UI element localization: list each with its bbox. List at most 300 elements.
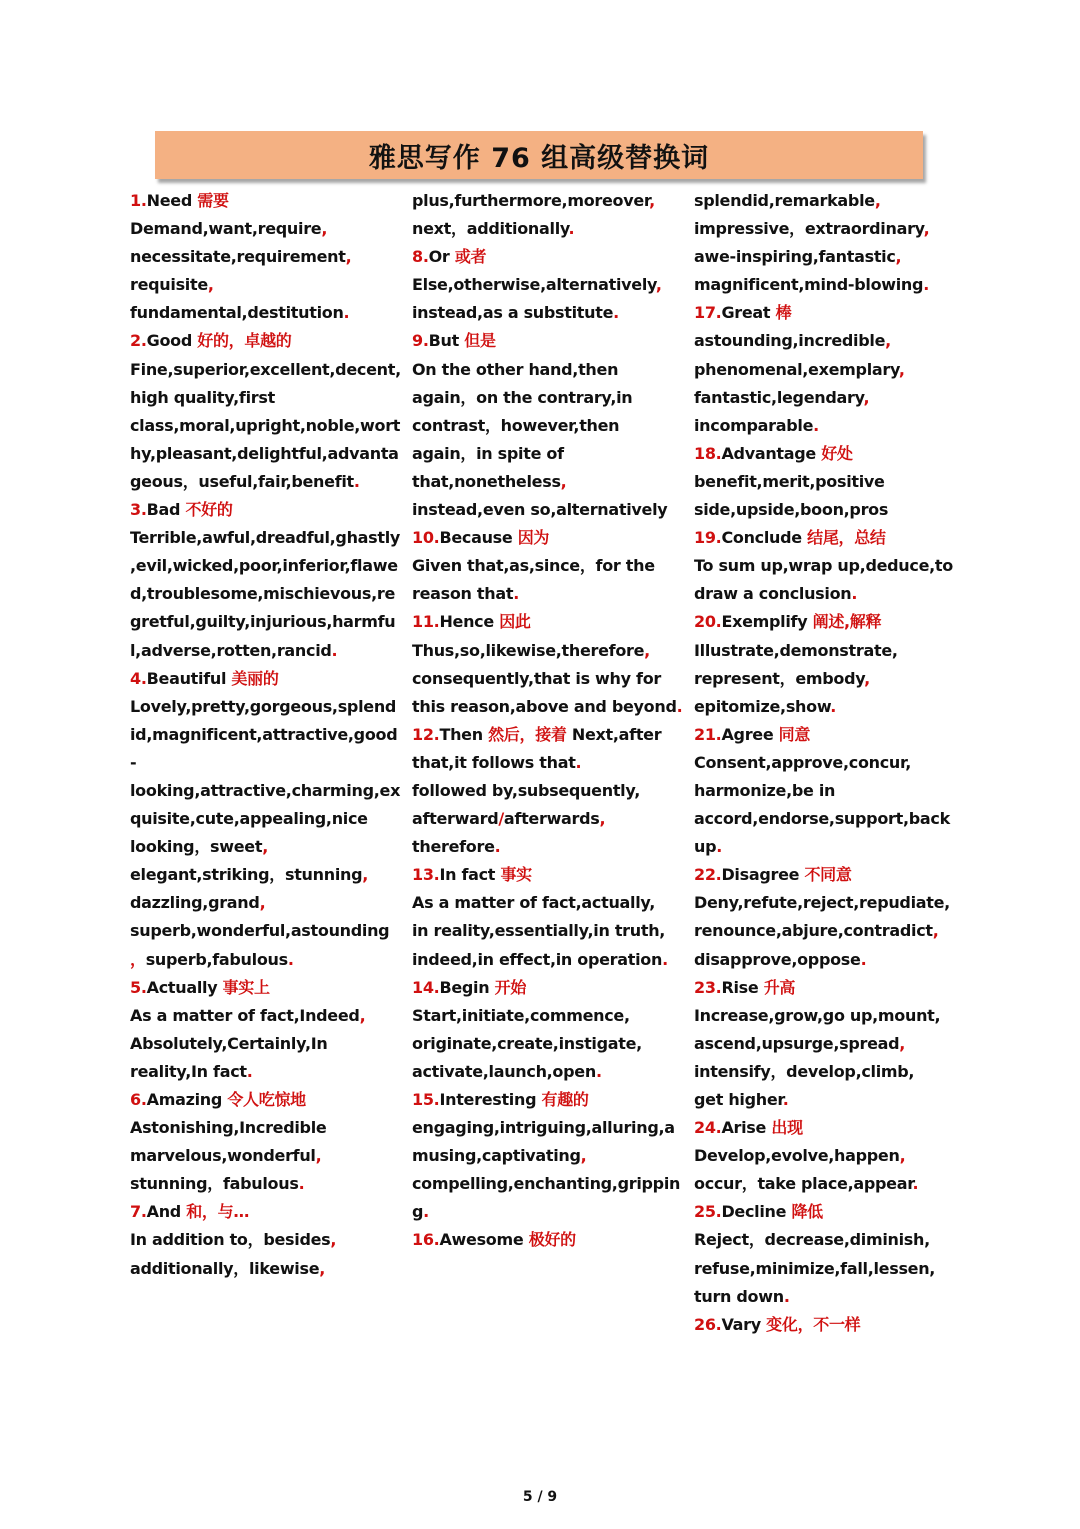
entry-word: Disagree	[721, 865, 800, 885]
synonym-line	[694, 833, 964, 861]
synonym-line	[412, 833, 682, 861]
punctuation: ，	[130, 949, 146, 969]
punctuation: ,	[315, 1146, 322, 1166]
entry-number: 10.	[412, 528, 440, 548]
synonym-text: dazzling,grand	[130, 893, 260, 913]
synonym-text: magnificent,mind-blowing	[694, 275, 924, 295]
entry-number: 1.	[130, 191, 147, 210]
synonym-text: compelling,enchanting,grippin	[412, 1174, 681, 1194]
synonym-line	[130, 637, 400, 665]
punctuation: ,	[895, 247, 902, 267]
synonym-text: phenomenal,exemplary	[694, 359, 899, 379]
entry-number: 4.	[130, 668, 147, 688]
punctuation: .	[912, 1174, 919, 1194]
synonym-text: up	[694, 837, 717, 857]
punctuation: .	[783, 1286, 790, 1306]
entry-translation: 有趣的	[541, 1090, 589, 1109]
entry-translation: 事实	[500, 865, 532, 885]
entry-heading	[694, 721, 964, 749]
synonym-line	[412, 215, 682, 243]
entry-translation: 和，与…	[186, 1202, 250, 1222]
synonym-text: this reason,above and beyond	[412, 696, 677, 716]
entry-word: Decline	[721, 1202, 787, 1222]
synonym-text: reason that	[412, 584, 514, 604]
entry-translation: 因为	[517, 528, 550, 548]
synonym-line	[130, 777, 400, 805]
synonym-text: Deny,refute,reject,repudiate,	[694, 893, 950, 913]
entry-heading	[694, 1198, 964, 1226]
synonym-text: Lovely,pretty,gorgeous,splend	[130, 696, 397, 716]
punctuation: .	[423, 1202, 429, 1222]
synonym-text: consequently,that is why for	[412, 668, 661, 688]
entry-translation: 需要	[197, 191, 229, 210]
synonym-line	[412, 917, 682, 945]
entry-number: 16.	[412, 1230, 440, 1250]
synonym-line	[694, 1283, 964, 1311]
entry-translation: 但是	[464, 331, 496, 351]
entry-number: 13.	[412, 865, 440, 885]
synonym-text: Thus,so,likewise,therefore	[412, 640, 645, 660]
synonym-line	[694, 384, 964, 412]
synonym-line	[412, 1142, 682, 1170]
synonym-text: g	[412, 1202, 424, 1222]
synonym-text: activate,launch,open	[412, 1061, 596, 1081]
synonym-line	[130, 1170, 400, 1198]
synonym-text: again，in spite of	[412, 443, 564, 463]
synonym-text: geous，useful,fair,benefit	[130, 471, 354, 491]
entry-word: Agree	[721, 724, 774, 744]
punctuation: ,	[560, 471, 567, 491]
entry-word: Conclude	[721, 528, 802, 548]
entry-heading	[412, 1226, 682, 1254]
synonym-line	[694, 580, 964, 608]
synonym-line	[412, 1198, 682, 1226]
synonym-text: quisite,cute,appealing,nice	[130, 809, 368, 829]
synonym-text: fundamental,destitution	[130, 303, 344, 323]
synonym-text: Given that,as,since，for the	[412, 556, 655, 576]
entry-heading	[412, 327, 682, 355]
synonym-line	[694, 917, 964, 945]
column-2	[412, 187, 682, 1255]
entry-translation: 同意	[778, 724, 811, 744]
punctuation: ,	[599, 809, 606, 829]
entry-word: Bad	[146, 500, 181, 520]
synonym-text: next，additionally	[412, 219, 569, 239]
column-3	[694, 187, 964, 1339]
punctuation: .	[676, 696, 683, 716]
synonym-text: class,moral,upright,noble,wort	[130, 415, 401, 435]
synonym-line	[412, 552, 682, 580]
punctuation: ,	[863, 387, 870, 407]
synonym-text: As a matter of fact,actually,	[412, 893, 656, 913]
entry-number: 26.	[694, 1314, 722, 1334]
synonym-text: renounce,abjure,contradict	[694, 921, 933, 941]
synonym-text: Increase,grow,go up,mount,	[694, 1005, 941, 1025]
synonym-line	[130, 749, 400, 777]
entry-heading	[694, 861, 964, 889]
synonym-line	[130, 1142, 400, 1170]
synonym-line	[412, 1002, 682, 1030]
synonym-line	[412, 271, 682, 299]
entry-heading	[412, 974, 682, 1002]
synonym-text: astounding,incredible	[694, 331, 886, 351]
synonym-text: fantastic,legendary	[694, 387, 864, 407]
synonym-text: again，on the contrary,in	[412, 387, 633, 407]
entry-word: Advantage	[721, 443, 816, 463]
synonym-line	[130, 833, 400, 861]
punctuation: ,	[262, 837, 268, 857]
synonym-text: indeed,in effect,in operation	[412, 949, 663, 969]
synonym-line	[694, 552, 964, 580]
synonym-text: superb,fabulous	[145, 949, 288, 969]
synonym-line	[694, 496, 964, 524]
synonym-text: contrast，however,then	[412, 415, 620, 435]
entry-word: Then	[439, 724, 483, 744]
punctuation: .	[298, 1174, 305, 1194]
synonym-line	[130, 580, 400, 608]
entry-heading	[694, 1114, 964, 1142]
synonym-text: musing,captivating	[412, 1146, 581, 1166]
synonym-line	[130, 552, 400, 580]
synonym-line	[130, 608, 400, 636]
synonym-text: Illustrate,demonstrate,	[694, 640, 898, 660]
entry-translation: 极好的	[528, 1230, 576, 1250]
punctuation: ,	[580, 1146, 587, 1166]
synonym-line	[412, 637, 682, 665]
synonym-line	[694, 1086, 964, 1114]
entry-translation: 降低	[791, 1202, 823, 1222]
synonym-text: marvelous,wonderful	[130, 1146, 316, 1166]
entry-word: Arise	[721, 1118, 767, 1138]
entry-translation: 美丽的	[231, 668, 279, 688]
synonym-text: d,troublesome,mischievous,re	[130, 584, 396, 604]
synonym-line	[694, 356, 964, 384]
synonym-line	[130, 384, 400, 412]
synonym-text: originate,create,instigate,	[412, 1033, 642, 1053]
punctuation: .	[246, 1061, 253, 1081]
punctuation: .	[813, 415, 819, 435]
synonym-text: Consent,approve,concur,	[694, 752, 912, 772]
synonym-text: disapprove,oppose	[694, 949, 861, 969]
entry-translation: 好处	[821, 443, 853, 463]
synonym-line	[130, 1058, 400, 1086]
synonym-text: stunning，fabulous	[130, 1174, 299, 1194]
synonym-line	[412, 384, 682, 412]
entry-number: 12.	[412, 724, 440, 744]
punctuation: ,	[359, 1005, 366, 1025]
entry-heading	[412, 608, 682, 636]
punctuation: ,	[330, 1230, 337, 1250]
synonym-text: -	[130, 752, 137, 772]
entry-heading	[130, 496, 400, 524]
synonym-line	[694, 468, 964, 496]
synonym-line	[694, 327, 964, 355]
synonym-line	[694, 412, 964, 440]
punctuation: ,	[319, 1258, 326, 1278]
synonym-line	[412, 889, 682, 917]
entry-translation: 升高	[763, 977, 796, 997]
entry-number: 15.	[412, 1090, 440, 1109]
synonym-line	[694, 946, 964, 974]
entry-translation: 或者	[454, 247, 487, 267]
synonym-text: afterwards	[503, 809, 600, 829]
synonym-line	[694, 187, 964, 215]
punctuation: ,	[345, 247, 352, 267]
synonym-line	[694, 749, 964, 777]
synonym-line	[694, 693, 964, 721]
entry-number: 21.	[694, 724, 722, 744]
entry-word: Because	[439, 528, 513, 548]
synonym-text: therefore	[412, 837, 495, 857]
synonym-line	[412, 1170, 682, 1198]
entry-word: But	[428, 331, 459, 351]
synonym-text: Develop,evolve,happen	[694, 1146, 900, 1166]
synonym-line	[130, 721, 400, 749]
entry-heading	[130, 665, 400, 693]
punctuation: ,	[207, 275, 214, 295]
synonym-line	[130, 946, 400, 974]
synonym-text: As a matter of fact,Indeed	[130, 1005, 360, 1025]
synonym-text: additionally，likewise	[130, 1258, 320, 1278]
synonym-line	[694, 665, 964, 693]
synonym-line	[130, 271, 400, 299]
synonym-text: that,it follows that	[412, 752, 576, 772]
punctuation: ,	[644, 640, 650, 660]
punctuation: .	[353, 471, 360, 491]
entry-number: 8.	[412, 247, 429, 267]
synonym-line	[412, 946, 682, 974]
punctuation: ,	[898, 359, 905, 379]
entry-number: 7.	[130, 1202, 147, 1222]
entry-heading	[694, 608, 964, 636]
synonym-line	[694, 1002, 964, 1030]
entry-translation: 结尾，总结	[807, 528, 886, 548]
synonym-text: turn down	[694, 1286, 784, 1306]
entry-heading	[694, 524, 964, 552]
entry-number: 20.	[694, 612, 722, 632]
synonym-line	[694, 1058, 964, 1086]
synonym-text: engaging,intriguing,alluring,a	[412, 1118, 675, 1138]
synonym-line	[130, 1002, 400, 1030]
entry-translation: 好的，卓越的	[197, 331, 292, 351]
synonym-line	[412, 1030, 682, 1058]
entry-heading	[412, 861, 682, 889]
entry-heading	[694, 299, 964, 327]
entry-word: In fact	[439, 865, 496, 885]
synonym-text: splendid,remarkable	[694, 191, 875, 210]
synonym-line	[694, 1226, 964, 1254]
synonym-text: instead,as a substitute	[412, 303, 614, 323]
synonym-text: gretful,guilty,injurious,harmfu	[130, 612, 396, 632]
entry-word: Rise	[721, 977, 759, 997]
synonym-line	[412, 299, 682, 327]
entry-number: 23.	[694, 977, 722, 997]
synonym-line	[694, 1255, 964, 1283]
synonym-line	[694, 1142, 964, 1170]
entry-number: 3.	[130, 500, 147, 520]
entry-heading	[130, 974, 400, 1002]
entry-heading	[412, 243, 682, 271]
synonym-text: afterward	[412, 809, 499, 829]
punctuation: .	[595, 1061, 602, 1081]
entry-word: Amazing	[146, 1090, 223, 1109]
synonym-text: looking,attractive,charming,ex	[130, 780, 401, 800]
punctuation: .	[513, 584, 519, 604]
entry-heading	[130, 187, 400, 215]
title-banner	[155, 131, 923, 179]
entry-translation: 棒	[775, 303, 792, 323]
synonym-line	[412, 412, 682, 440]
punctuation: ,	[655, 275, 662, 295]
entry-number: 6.	[130, 1090, 147, 1109]
entry-translation: 事实上	[222, 977, 270, 997]
entry-word: Vary	[721, 1314, 761, 1334]
page-title: 雅思写作 76 组高级替换词	[368, 142, 710, 174]
synonym-text: ,evil,wicked,poor,inferior,flawe	[130, 556, 398, 576]
synonym-text: Next,after	[571, 724, 662, 744]
synonym-line	[130, 468, 400, 496]
synonym-text: requisite	[130, 275, 208, 295]
synonym-text: accord,endorse,support,back	[694, 809, 950, 829]
synonym-text: Demand,want,require	[130, 219, 322, 239]
synonym-text: l,adverse,rotten,rancid	[130, 640, 332, 660]
synonym-line	[694, 215, 964, 243]
entry-number: 17.	[694, 303, 722, 323]
entry-translation: 因此	[499, 612, 531, 632]
punctuation: .	[343, 303, 350, 323]
entry-translation: 不同意	[804, 865, 852, 885]
entry-heading	[130, 1086, 400, 1114]
synonym-text: Fine,superior,excellent,decent,	[130, 359, 401, 379]
synonym-text: In addition to，besides	[130, 1230, 331, 1250]
synonym-line	[130, 243, 400, 271]
entry-word: Or	[428, 247, 450, 267]
entry-heading	[412, 1086, 682, 1114]
synonym-line	[694, 637, 964, 665]
entry-word: Actually	[146, 977, 218, 997]
synonym-line	[130, 299, 400, 327]
entry-word: Awesome	[439, 1230, 524, 1250]
synonym-line	[412, 805, 682, 833]
synonym-line	[130, 215, 400, 243]
entry-number: 24.	[694, 1118, 722, 1138]
synonym-line	[412, 580, 682, 608]
punctuation: .	[716, 837, 723, 857]
synonym-text: harmonize,be in	[694, 780, 836, 800]
synonym-line	[412, 356, 682, 384]
synonym-text: To sum up,wrap up,deduce,to	[694, 556, 953, 576]
entry-word: Interesting	[439, 1090, 537, 1109]
synonym-text: side,upside,boon,pros	[694, 500, 889, 520]
synonym-text: awe-inspiring,fantastic	[694, 247, 896, 267]
synonym-text: epitomize,show	[694, 696, 831, 716]
punctuation: ,	[259, 893, 266, 913]
punctuation: ,	[649, 191, 655, 210]
synonym-text: refuse,minimize,fall,lessen,	[694, 1258, 936, 1278]
synonym-text: Astonishing,Incredible	[130, 1118, 327, 1138]
synonym-line	[130, 1226, 400, 1254]
entry-number: 5.	[130, 977, 147, 997]
entry-number: 2.	[130, 331, 147, 351]
synonym-text: benefit,merit,positive	[694, 471, 885, 491]
punctuation: .	[568, 219, 575, 239]
entry-number: 18.	[694, 443, 722, 463]
synonym-text: draw a conclusion	[694, 584, 852, 604]
punctuation: .	[287, 949, 294, 969]
page-number: 5 / 9	[522, 1489, 558, 1505]
entry-number: 14.	[412, 977, 440, 997]
synonym-line	[694, 243, 964, 271]
entry-translation: 变化，不一样	[766, 1314, 861, 1334]
punctuation: .	[662, 949, 668, 969]
punctuation: ,	[899, 1146, 906, 1166]
synonym-line	[412, 187, 682, 215]
entry-translation: 然后，接着	[488, 724, 567, 744]
synonym-text: elegant,striking，stunning	[130, 865, 363, 885]
synonym-text: ascend,upsurge,spread	[694, 1033, 900, 1053]
synonym-text: Start,initiate,commence,	[412, 1005, 630, 1025]
synonym-text: followed by,subsequently,	[412, 780, 641, 800]
entry-word: Begin	[439, 977, 490, 997]
synonym-text: that,nonetheless	[412, 471, 561, 491]
punctuation: .	[830, 696, 837, 716]
synonym-text: superb,wonderful,astounding	[130, 921, 390, 941]
synonym-text: looking，sweet	[130, 837, 263, 857]
synonym-line	[130, 1255, 400, 1283]
synonym-line	[694, 805, 964, 833]
entry-word: Hence	[439, 612, 494, 632]
synonym-line	[694, 271, 964, 299]
entry-word: Beautiful	[146, 668, 227, 688]
punctuation: .	[782, 1090, 789, 1109]
synonym-line	[130, 356, 400, 384]
synonym-text: high quality,first	[130, 387, 275, 407]
entry-heading	[412, 524, 682, 552]
synonym-line	[130, 917, 400, 945]
synonym-line	[130, 1114, 400, 1142]
column-1	[130, 187, 400, 1283]
synonym-text: id,magnificent,attractive,good	[130, 724, 398, 744]
synonym-text: get higher	[694, 1090, 783, 1109]
synonym-line	[130, 805, 400, 833]
entry-number: 19.	[694, 528, 722, 548]
entry-translation: 令人吃惊地	[227, 1090, 306, 1109]
punctuation: .	[860, 949, 867, 969]
entry-word: And	[146, 1202, 181, 1222]
entry-heading	[694, 1311, 964, 1339]
synonym-text: plus,furthermore,moreover	[412, 191, 650, 210]
punctuation: .	[494, 837, 501, 857]
entry-heading	[694, 974, 964, 1002]
punctuation: ,	[321, 219, 328, 239]
punctuation: .	[923, 275, 929, 295]
entry-heading	[130, 1198, 400, 1226]
entry-word: Exemplify	[721, 612, 808, 632]
punctuation: ,	[899, 1033, 906, 1053]
synonym-line	[412, 665, 682, 693]
synonym-line	[130, 889, 400, 917]
synonym-line	[412, 749, 682, 777]
entry-heading	[130, 327, 400, 355]
entry-number: 22.	[694, 865, 722, 885]
synonym-text: Terrible,awful,dreadful,ghastly	[130, 528, 401, 548]
punctuation: ,	[923, 219, 930, 239]
punctuation: .	[575, 752, 582, 772]
synonym-text: represent，embody	[694, 668, 865, 688]
synonym-line	[130, 1030, 400, 1058]
synonym-text: hy,pleasant,delightful,advanta	[130, 443, 399, 463]
punctuation: .	[331, 640, 338, 660]
